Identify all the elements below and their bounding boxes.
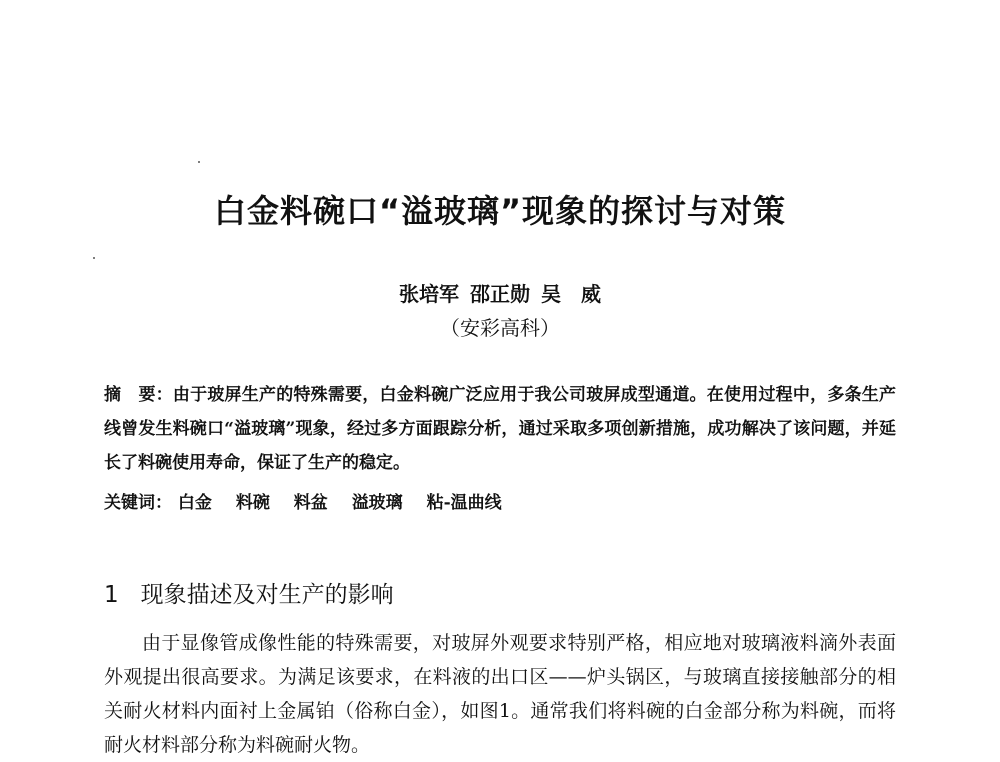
scan-speck	[93, 257, 95, 259]
author-name: 吴 威	[540, 282, 601, 306]
section-paragraph: 由于显像管成像性能的特殊需要，对玻屏外观要求特别严格，相应地对玻璃液料滴外表面外观提出很高要求。为满足该要求，在料液的出口区——炉头锅区，与玻璃直接接触部分的相关耐火材料内面衬上金属铂（俗称白金），如图1。通常我们将料碗的白金部分称为料碗，而将耐火材料部分称为料碗耐火物。	[104, 632, 896, 756]
abstract	[104, 378, 896, 480]
section-title: 现象描述及对生产的影响	[140, 582, 394, 608]
scan-speck	[198, 161, 200, 163]
keyword: 料盆	[293, 493, 328, 513]
keywords-label: 关键词：	[104, 493, 172, 513]
paper-title: 白金料碗口“溢玻璃”现象的探讨与对策	[213, 192, 787, 230]
keyword: 白金	[177, 493, 212, 513]
section-heading	[104, 576, 394, 609]
author-name: 邵正勋	[470, 282, 530, 306]
keywords	[104, 488, 896, 513]
keyword: 溢玻璃	[351, 493, 403, 513]
abstract-text: 由于玻屏生产的特殊需要，白金料碗广泛应用于我公司玻屏成型通道。在使用过程中，多条生产线曾发生料碗口“溢玻璃”现象，经过多方面跟踪分析，通过采取多项创新措施，成功解决了该问题，并延长了料碗使用寿命，保证了生产的稳定。	[104, 385, 896, 473]
keyword: 粘-温曲线	[426, 493, 502, 513]
affiliation: （安彩高科）	[440, 316, 560, 340]
abstract-label: 摘 要：	[104, 385, 173, 405]
author-name: 张培军	[399, 282, 460, 306]
author-list	[0, 278, 1000, 307]
keyword: 料碗	[235, 493, 270, 513]
section-number: 1	[104, 582, 119, 608]
